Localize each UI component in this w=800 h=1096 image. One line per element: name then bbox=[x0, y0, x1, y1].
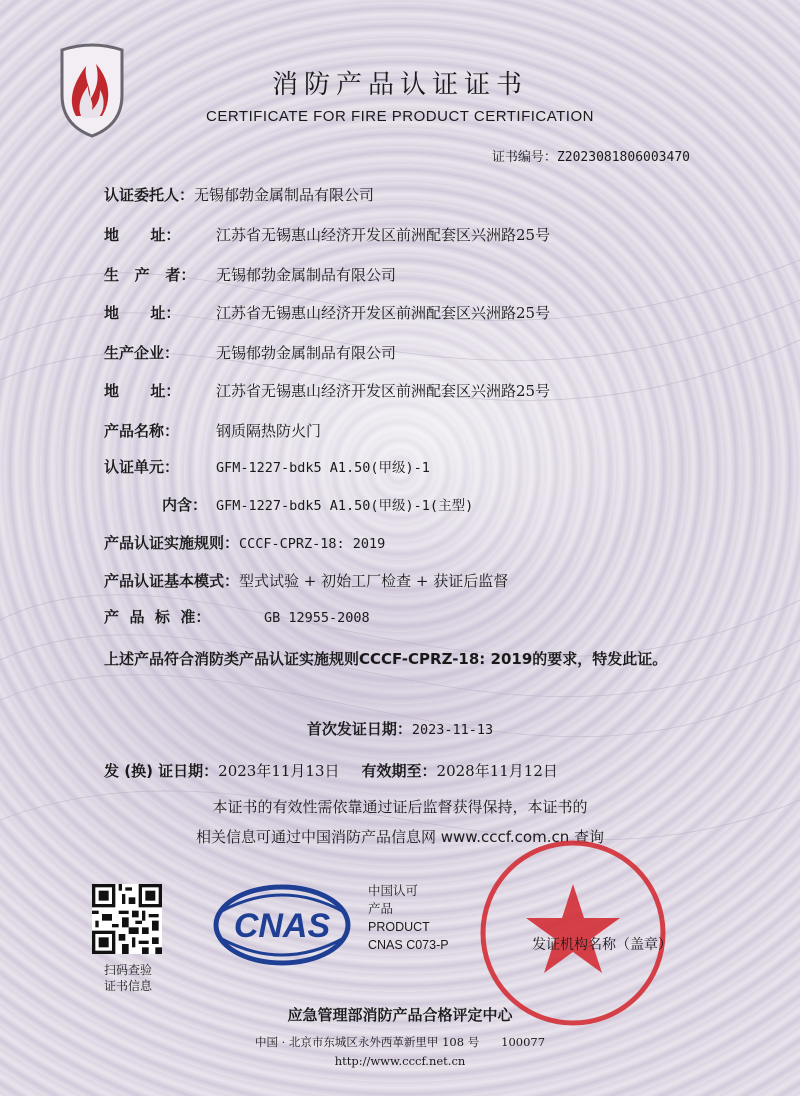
issuer-address: 中国 · 北京市东城区永外西革新里甲 108 号 100077 bbox=[254, 1035, 546, 1049]
factory-address-value: 江苏省无锡惠山经济开发区前洲配套区兴洲路25号 bbox=[216, 382, 551, 400]
notice-line-1: 本证书的有效性需依靠通过证后监督获得保持，本证书的 bbox=[212, 798, 588, 816]
qr-caption bbox=[86, 962, 170, 994]
standard-row bbox=[104, 606, 370, 627]
standard-value: GB 12955-2008 bbox=[264, 610, 370, 626]
client-value: 无锡郁勃金属制品有限公司 bbox=[194, 186, 375, 204]
contains-label: 内含： bbox=[162, 496, 208, 514]
first-issue-value: 2023-11-13 bbox=[411, 722, 494, 738]
factory-address-label: 地 址： bbox=[104, 382, 181, 400]
qr-caption-line-2: 证书信息 bbox=[103, 979, 152, 993]
factory-row bbox=[104, 342, 396, 363]
rule-label: 产品认证实施规则： bbox=[104, 534, 240, 552]
certificate-number-value: Z2023081806003470 bbox=[556, 150, 690, 165]
cnas-logo-text: CNAS bbox=[233, 907, 331, 945]
seal-label: 发证机构名称（盖章） bbox=[532, 937, 672, 953]
issuer-website-link[interactable]: http://www.cccf.net.cn bbox=[334, 1054, 466, 1068]
first-issue-label: 首次发证日期： bbox=[306, 720, 412, 738]
unit-row bbox=[104, 456, 430, 477]
product-label: 产品名称： bbox=[104, 422, 180, 440]
qr-caption-line-1: 扫码查验 bbox=[103, 963, 152, 977]
standard-label: 产 品 标 准： bbox=[104, 608, 211, 626]
issuing-authority: 应急管理部消防产品合格评定中心 bbox=[287, 1006, 513, 1024]
rule-row bbox=[104, 532, 385, 553]
contains-row bbox=[162, 494, 473, 515]
unit-label: 认证单元： bbox=[104, 458, 180, 476]
official-seal-icon bbox=[476, 836, 670, 1030]
issue-date-value: 2023年11月13日 bbox=[218, 762, 340, 780]
producer-value: 无锡郁勃金属制品有限公司 bbox=[216, 266, 397, 284]
client-address-row bbox=[104, 224, 550, 245]
qr-code-icon[interactable] bbox=[92, 884, 162, 954]
producer-address-label: 地 址： bbox=[104, 304, 181, 322]
title-english: CERTIFICATE FOR FIRE PRODUCT CERTIFICATION bbox=[206, 108, 594, 125]
product-row bbox=[104, 420, 321, 441]
producer-address-value: 江苏省无锡惠山经济开发区前洲配套区兴洲路25号 bbox=[216, 304, 551, 322]
mode-label: 产品认证基本模式： bbox=[104, 572, 240, 590]
contains-value: GFM-1227-bdk5 A1.50(甲级)-1(主型) bbox=[216, 498, 474, 514]
mode-value: 型式试验 + 初始工厂检查 + 获证后监督 bbox=[239, 572, 509, 590]
factory-address-row bbox=[104, 380, 550, 401]
client-address-label: 地 址： bbox=[104, 226, 181, 244]
valid-until-label: 有效期至： bbox=[361, 762, 437, 780]
client-label: 认证委托人： bbox=[104, 186, 195, 204]
producer-label: 生 产 者： bbox=[104, 266, 196, 284]
factory-label: 生产企业： bbox=[104, 344, 180, 362]
cnas-line-3: PRODUCT bbox=[368, 920, 430, 934]
issue-date-row bbox=[104, 760, 558, 781]
first-issue-row bbox=[0, 718, 800, 739]
rule-value: CCCF-CPRZ-18: 2019 bbox=[239, 536, 386, 552]
notice-line-2: 相关信息可通过中国消防产品信息网 www.cccf.com.cn 查询 bbox=[196, 828, 604, 846]
certificate-number-label: 证书编号： bbox=[491, 150, 557, 165]
factory-value: 无锡郁勃金属制品有限公司 bbox=[216, 344, 397, 362]
cnas-logo-icon bbox=[212, 882, 352, 968]
unit-value: GFM-1227-bdk5 A1.50(甲级)-1 bbox=[216, 460, 430, 476]
cnas-accreditation-text bbox=[368, 882, 449, 954]
cnas-line-4: CNAS C073-P bbox=[368, 938, 449, 952]
cnas-line-1: 中国认可 bbox=[368, 884, 419, 898]
title-chinese: 消防产品认证证书 bbox=[271, 70, 528, 100]
certificate-number bbox=[492, 146, 690, 165]
valid-until-value: 2028年11月12日 bbox=[436, 762, 558, 780]
compliance-statement: 上述产品符合消防类产品认证实施规则CCCF-CPRZ-18: 2019的要求，特发此证。 bbox=[104, 650, 668, 668]
issue-date-label: 发 (换) 证日期： bbox=[104, 762, 219, 780]
product-value: 钢质隔热防火门 bbox=[216, 422, 322, 440]
mode-row bbox=[104, 570, 508, 591]
cnas-line-2: 产品 bbox=[368, 902, 394, 916]
client-address-value: 江苏省无锡惠山经济开发区前洲配套区兴洲路25号 bbox=[216, 226, 551, 244]
producer-row bbox=[104, 264, 396, 285]
client-row bbox=[104, 184, 374, 205]
producer-address-row bbox=[104, 302, 550, 323]
